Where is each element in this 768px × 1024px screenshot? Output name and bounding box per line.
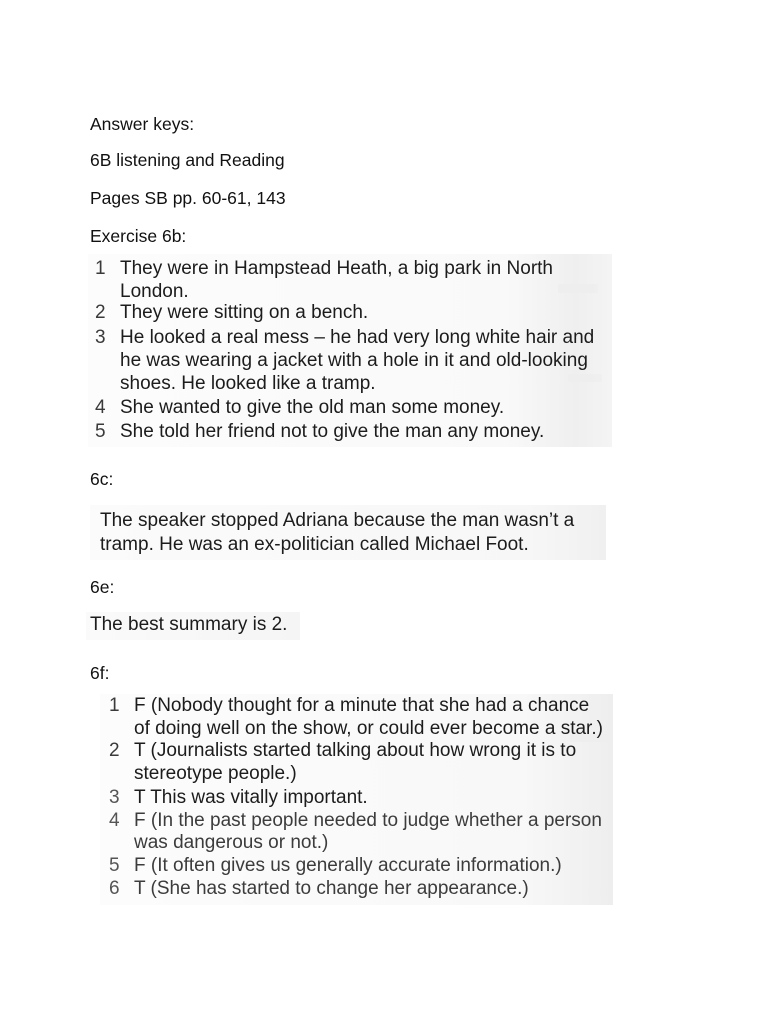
scan-bleed-mark — [558, 284, 598, 293]
answer-6f-5-line-1: F (It often gives us generally accurate information.) — [134, 855, 562, 876]
answer-6b-1-line-2: London. — [120, 281, 189, 302]
answer-6b-2-line-1: They were sitting on a bench. — [120, 302, 369, 323]
answer-6f-2-number: 2 — [109, 740, 120, 761]
answer-6b-3-line-1: He looked a real mess – he had very long white hair and — [120, 327, 595, 348]
answer-6b-5-number: 5 — [95, 421, 106, 442]
exercise-6c-label: 6c: — [90, 469, 114, 489]
answer-6b-4-line-1: She wanted to give the old man some money. — [120, 397, 505, 418]
answer-6f-3-number: 3 — [109, 787, 120, 808]
answer-6f-4-line-2: was dangerous or not.) — [134, 832, 329, 853]
answer-6b-3-line-3: shoes. He looked like a tramp. — [120, 373, 376, 394]
answer-6f-5-number: 5 — [109, 855, 120, 876]
pages-reference: Pages SB pp. 60-61, 143 — [90, 188, 286, 208]
answer-6b-1-line-1: They were in Hampstead Heath, a big park in North — [120, 258, 553, 279]
answer-6f-1-line-1: F (Nobody thought for a minute that she had a chance — [134, 695, 590, 716]
answer-6c-line-1: The speaker stopped Adriana because the man wasn’t a — [100, 510, 575, 531]
unit-heading: 6B listening and Reading — [90, 150, 285, 170]
scan-bleed-mark — [568, 374, 602, 382]
answer-6e-text: The best summary is 2. — [90, 614, 288, 635]
answer-6f-4-number: 4 — [109, 810, 120, 831]
answer-6f-6-line-1: T (She has started to change her appearance.) — [134, 878, 529, 899]
answer-6b-3-number: 3 — [95, 327, 106, 348]
answer-6f-6-number: 6 — [109, 878, 120, 899]
document-title: Answer keys: — [90, 114, 195, 134]
answer-6b-5-line-1: She told her friend not to give the man any money. — [120, 421, 545, 442]
exercise-6b-label: Exercise 6b: — [90, 226, 187, 246]
answer-6f-1-line-2: of doing well on the show, or could ever become a star.) — [134, 718, 603, 739]
answer-6f-4-line-1: F (In the past people needed to judge whether a person — [134, 810, 602, 831]
exercise-6f-label: 6f: — [90, 663, 110, 683]
exercise-6e-label: 6e: — [90, 577, 115, 597]
answer-6f-3-line-1: T This was vitally important. — [134, 787, 368, 808]
answer-6f-2-line-1: T (Journalists started talking about how wrong it is to — [134, 740, 577, 761]
answer-6c-line-2: tramp. He was an ex-politician called Michael Foot. — [100, 534, 529, 555]
answer-6f-1-number: 1 — [109, 695, 120, 716]
answer-6f-2-line-2: stereotype people.) — [134, 763, 297, 784]
answer-6b-1-number: 1 — [95, 258, 106, 279]
answer-6b-2-number: 2 — [95, 302, 106, 323]
answer-6b-4-number: 4 — [95, 397, 106, 418]
answer-6b-3-line-2: he was wearing a jacket with a hole in it and old-looking — [120, 350, 588, 371]
